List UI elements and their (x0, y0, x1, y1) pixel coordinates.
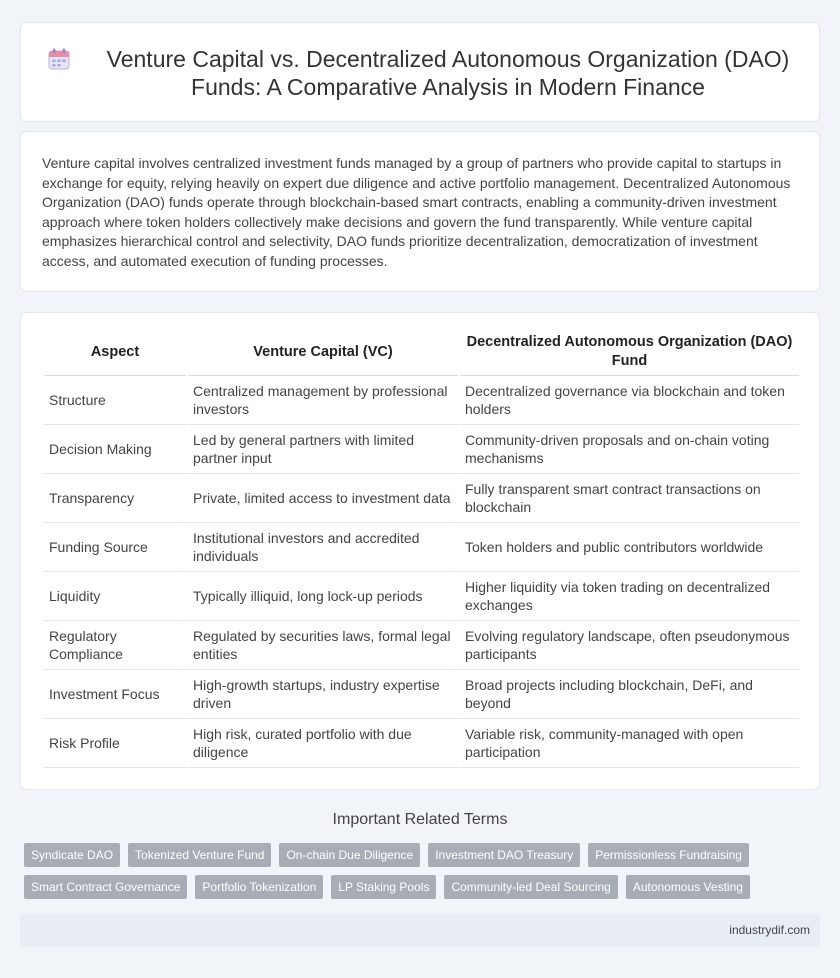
cell-aspect: Structure (44, 376, 186, 425)
related-term-tag[interactable]: LP Staking Pools (331, 875, 436, 899)
cell-aspect: Regulatory Compliance (44, 621, 186, 670)
table-header-row (44, 329, 799, 376)
cell-aspect: Decision Making (44, 425, 186, 474)
related-term-tag[interactable]: Smart Contract Governance (24, 875, 187, 899)
intro-paragraph: Venture capital involves centralized investment funds managed by a group of partners who provide capital to startups in exchange for equity, relying heavily on expert due diligence and active portfolio management. Decentralized Autonomous Organization (DAO) funds operate through blockchain-based smart contracts, enabling a community-driven investment approach where token holders collectively make decisions and govern the fund transparently. While venture capital emphasizes hierarchical control and selectivity, DAO funds prioritize decentralization, democratization of investment access, and automated execution of funding processes. (42, 155, 791, 269)
cell-vc: Private, limited access to investment data (188, 474, 458, 523)
page-title: Venture Capital vs. Decentralized Autonomous Organization (DAO) Funds: A Comparative Analysis in Modern Finance (106, 46, 790, 100)
comparison-table-card (20, 312, 820, 790)
cell-dao: Token holders and public contributors worldwide (460, 523, 799, 572)
header-venture-capital: Venture Capital (VC) (188, 329, 458, 376)
cell-dao: Decentralized governance via blockchain and token holders (460, 376, 799, 425)
cell-vc: Typically illiquid, long lock-up periods (188, 572, 458, 621)
table-row (44, 719, 799, 768)
table-row (44, 523, 799, 572)
cell-dao: Broad projects including blockchain, DeFi, and beyond (460, 670, 799, 719)
related-term-tag[interactable]: Portfolio Tokenization (195, 875, 323, 899)
table-row (44, 425, 799, 474)
related-term-tag[interactable]: Community-led Deal Sourcing (444, 875, 617, 899)
cell-aspect: Investment Focus (44, 670, 186, 719)
calendar-icon (47, 47, 71, 71)
cell-vc: Regulated by securities laws, formal legal entities (188, 621, 458, 670)
cell-vc: Centralized management by professional investors (188, 376, 458, 425)
cell-dao: Fully transparent smart contract transactions on blockchain (460, 474, 799, 523)
cell-dao: Higher liquidity via token trading on decentralized exchanges (460, 572, 799, 621)
table-row (44, 376, 799, 425)
header-dao-fund: Decentralized Autonomous Organization (DAO) Fund (460, 329, 799, 376)
cell-vc: Led by general partners with limited partner input (188, 425, 458, 474)
related-terms-list (24, 843, 814, 899)
cell-aspect: Liquidity (44, 572, 186, 621)
table-row (44, 572, 799, 621)
related-term-tag[interactable]: Autonomous Vesting (626, 875, 750, 899)
footer-site-link[interactable]: industrydif.com (729, 923, 810, 937)
table-row (44, 621, 799, 670)
comparison-table (42, 329, 801, 768)
table-row (44, 670, 799, 719)
related-term-tag[interactable]: Syndicate DAO (24, 843, 120, 867)
cell-aspect: Funding Source (44, 523, 186, 572)
header-card (20, 22, 820, 122)
cell-aspect: Transparency (44, 474, 186, 523)
cell-dao: Evolving regulatory landscape, often pseudonymous participants (460, 621, 799, 670)
cell-dao: Variable risk, community-managed with open participation (460, 719, 799, 768)
cell-vc: High risk, curated portfolio with due diligence (188, 719, 458, 768)
related-term-tag[interactable]: Investment DAO Treasury (428, 843, 580, 867)
cell-aspect: Risk Profile (44, 719, 186, 768)
cell-dao: Community-driven proposals and on-chain voting mechanisms (460, 425, 799, 474)
related-term-tag[interactable]: Permissionless Fundraising (588, 843, 749, 867)
header-aspect: Aspect (44, 329, 186, 376)
related-term-tag[interactable]: Tokenized Venture Fund (128, 843, 271, 867)
table-row (44, 474, 799, 523)
related-terms-title: Important Related Terms (332, 811, 508, 828)
related-term-tag[interactable]: On-chain Due Diligence (279, 843, 420, 867)
cell-vc: High-growth startups, industry expertise driven (188, 670, 458, 719)
footer (20, 914, 820, 947)
cell-vc: Institutional investors and accredited individuals (188, 523, 458, 572)
intro-card (20, 131, 820, 292)
